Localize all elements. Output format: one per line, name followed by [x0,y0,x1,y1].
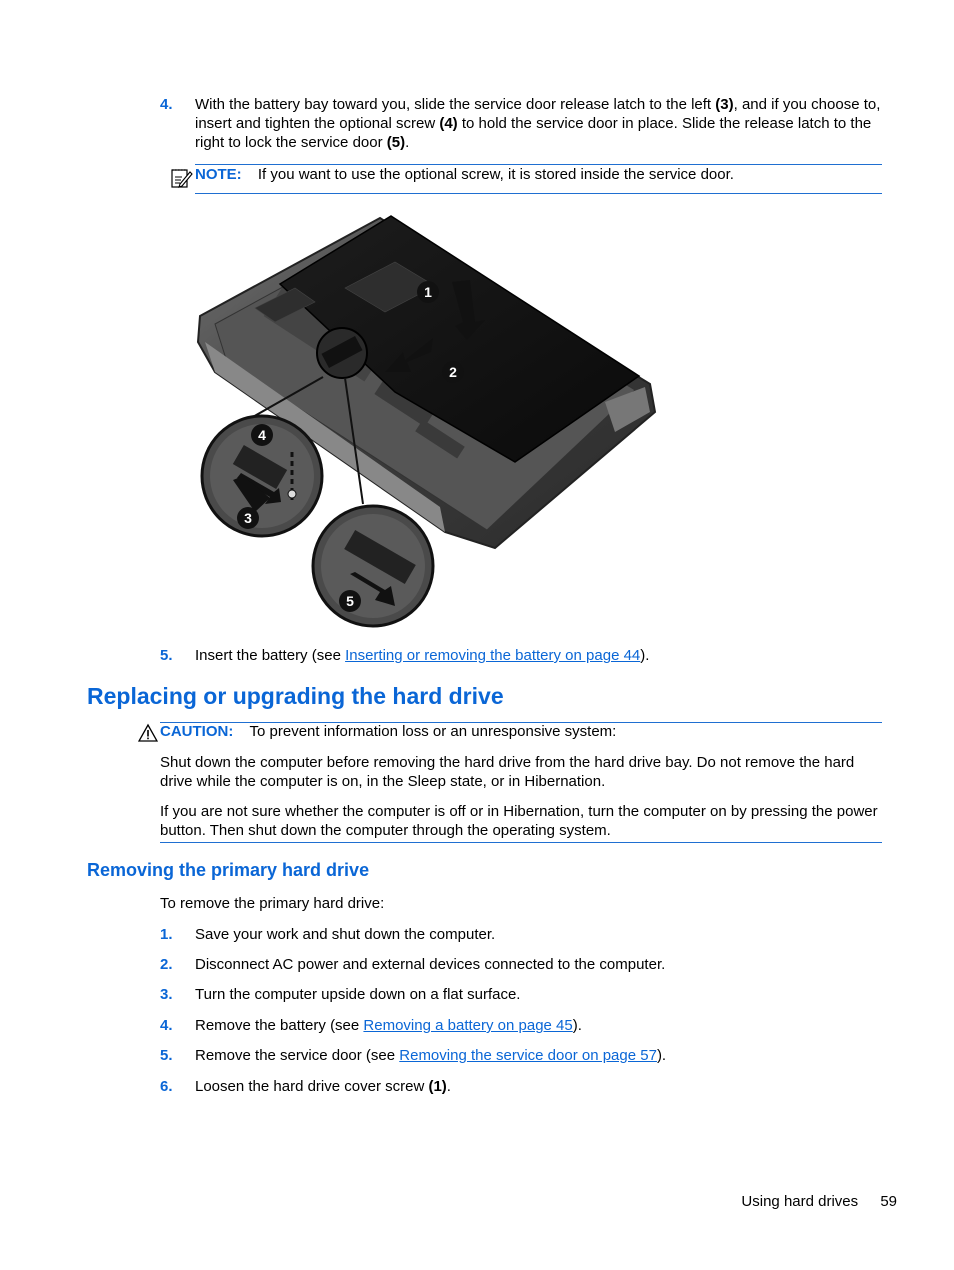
step-text-part: ). [572,1017,582,1034]
step-text-part: to hold the service door in place. Slide the release latch to the right to lock the service door [195,115,872,151]
step-number: 3. [160,986,173,1003]
step-text [195,1077,882,1096]
caution-label: CAUTION: [160,723,234,740]
callout-ref: (3) [715,96,734,113]
callout-ref: (1) [428,1078,447,1095]
section-heading: Replacing or upgrading the hard drive [87,683,504,709]
step-text: Disconnect AC power and external devices connected to the computer. [195,956,666,973]
step-number: 4. [160,96,173,113]
note [195,165,882,184]
callout-ref: (5) [386,134,406,151]
step-text-part: Insert the battery (see [195,647,346,664]
step-text-part: Remove the service door (see [195,1047,400,1064]
caution-bottom-rule [160,842,882,843]
cross-reference-link[interactable]: Removing the service door on page 57 [399,1047,657,1064]
cross-reference-link[interactable]: Removing a battery on page 45 [363,1017,573,1034]
step-number: 4. [160,1017,173,1034]
warning-triangle-icon [138,723,158,743]
note-text: If you want to use the optional screw, it is stored inside the service door. [257,166,734,183]
laptop-service-door-figure [195,212,665,632]
step-number: 5. [160,647,173,664]
step-number: 5. [160,1047,173,1064]
subsection-heading: Removing the primary hard drive [87,860,370,880]
page-number: 59 [880,1193,897,1210]
callout-2: 2 [449,364,457,380]
step-text-part: With the battery bay toward you, slide the service door release latch to the left [195,96,716,113]
note-bottom-rule [195,193,882,194]
step-number: 2. [160,956,173,973]
caution-paragraph: Shut down the computer before removing the hard drive from the hard drive bay. Do not remove the hard drive while the computer is on, in the Sleep state, or in Hibernation. [160,754,855,790]
caution-paragraph: If you are not sure whether the computer is off or in Hibernation, turn the computer on by pressing the power button. Then shut down the computer through the operating system. [160,803,878,839]
page-footer [600,1192,897,1211]
step-text-part: ). [656,1047,667,1064]
step-text-part: , and if you choose to, insert and tighten the optional screw [195,96,881,132]
caution-text: To prevent information loss or an unresponsive system: [249,723,617,740]
step-number: 6. [160,1078,173,1095]
step-text-part: ). [640,647,650,664]
step-text-part: Remove the battery (see [195,1017,364,1034]
note-icon [169,166,193,190]
step-text: Save your work and shut down the computer. [195,926,496,943]
footer-section-title: Using hard drives [741,1193,859,1210]
cross-reference-link[interactable]: Inserting or removing the battery on page 44 [345,647,641,664]
step-text-part: Loosen the hard drive cover screw [195,1078,429,1095]
callout-5: 5 [346,593,354,609]
intro-text: To remove the primary hard drive: [160,895,385,912]
callout-3: 3 [244,510,252,526]
step-text [195,95,882,152]
callout-1: 1 [424,284,432,300]
step-text [195,1046,882,1065]
caution [160,722,882,741]
step-text-part: . [405,134,410,151]
callout-ref: (4) [439,115,458,132]
callout-4: 4 [258,427,266,443]
note-label: NOTE: [195,166,242,183]
step-number: 1. [160,926,173,943]
step-text [195,1016,882,1035]
step-text: Turn the computer upside down on a flat surface. [195,986,521,1003]
step-text [195,646,882,665]
step-text-part: . [446,1078,451,1095]
